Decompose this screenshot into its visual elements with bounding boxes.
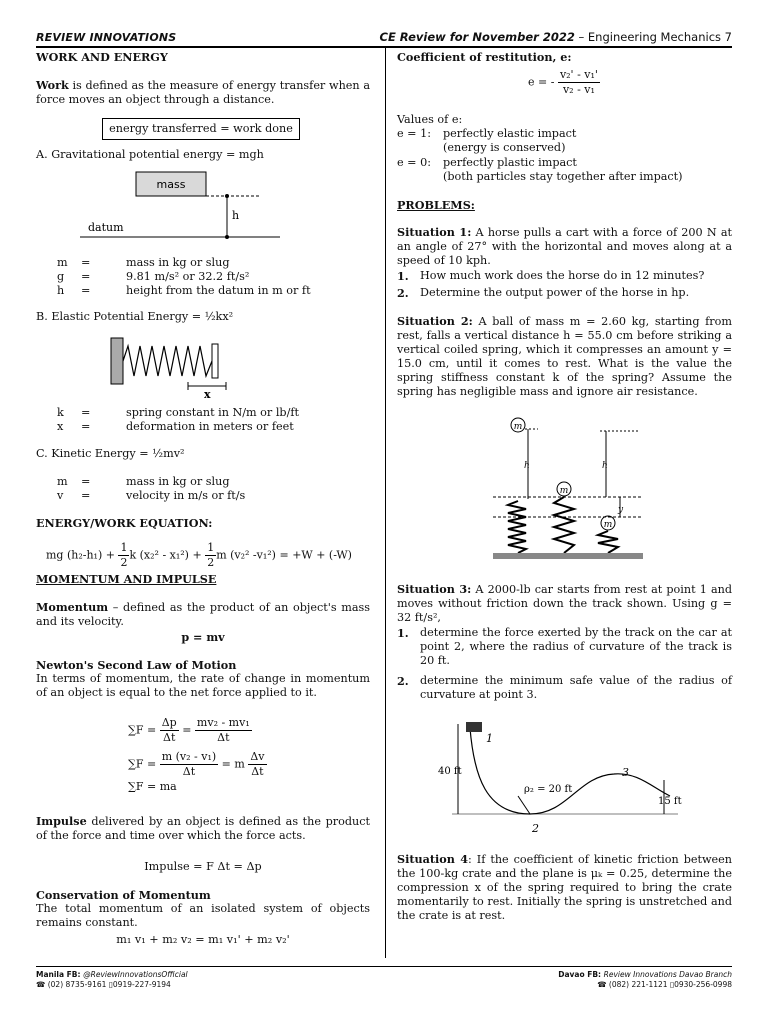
fraction [248, 750, 266, 779]
var-eq: = [81, 270, 91, 283]
e1-sub: (energy is conserved) [443, 141, 566, 154]
half-num: 1 [207, 541, 215, 554]
newton-eq-1: ∑F = $\frac{\Delta p}{\Delta t}$ = $\frac{\text{mv₂ - mv₁}}{\Delta t}$ [128, 716, 250, 744]
ewe-part-a: mg (h₂-h₁) + [46, 548, 119, 562]
spring-diagram [108, 334, 238, 400]
e1-desc: perfectly elastic impact [443, 127, 577, 140]
cor-equation [528, 68, 600, 97]
momentum-term: Momentum [36, 600, 109, 614]
work-energy-heading: WORK AND ENERGY [36, 50, 168, 64]
mass-label: mass [156, 178, 186, 191]
h-label: h [602, 461, 608, 471]
energy-box: energy transferred = work done [102, 118, 300, 140]
e1-label: e = 1: [397, 127, 431, 140]
half-den: 2 [207, 556, 215, 569]
var-desc: height from the datum in m or ft [126, 284, 311, 297]
situation-4-text [397, 852, 732, 923]
epe-heading: B. Elastic Potential Energy = ½kx² [36, 310, 234, 323]
h-label: h [232, 209, 240, 222]
work-term: Work [36, 78, 69, 92]
course-title-bold: CE Review for November 2022 [379, 30, 575, 44]
s1-q2: Determine the output power of the horse in hp. [420, 286, 690, 299]
impulse-definition [36, 814, 370, 843]
page-header [36, 30, 732, 48]
sum-f: ∑F = [128, 757, 157, 771]
var-symbol: x [57, 420, 64, 433]
s3-q2-number: 2. [397, 674, 409, 688]
var-desc: mass in kg or slug [126, 475, 230, 488]
ke-heading: C. Kinetic Energy = ½mv² [36, 447, 185, 460]
var-desc: deformation in meters or feet [126, 420, 294, 433]
manila-fb-label: Manila FB: [36, 970, 84, 979]
ball-label: m [513, 422, 523, 432]
s1-q1-number: 1. [397, 269, 409, 283]
var-eq: = [81, 284, 91, 297]
15ft-label: 15 ft [658, 796, 682, 807]
frac-num: Δv [250, 750, 265, 763]
impulse-equation: Impulse = F Δt = Δp [144, 860, 262, 873]
values-heading: Values of e: [397, 113, 463, 126]
y-label: y [618, 505, 624, 515]
var-symbol: h [57, 284, 65, 297]
footer-davao [558, 970, 732, 990]
davao-contacts: ☎ (082) 221-1121 ▯0930-256-0998 [597, 980, 732, 989]
ball-label: m [559, 486, 569, 496]
s1-q1: How much work does the horse do in 12 minutes? [420, 269, 705, 282]
situation-2-title: Situation 2: [397, 314, 473, 328]
radius-line [518, 796, 530, 814]
spring-wall [111, 338, 123, 384]
e0-desc: perfectly plastic impact [443, 156, 577, 169]
s3-q1: determine the force exerted by the track on the car at point 2, where the radius of curvature of the track is 20 ft. [420, 626, 732, 667]
situation-1-title: Situation 1: [397, 225, 472, 239]
momentum-definition [36, 600, 370, 629]
e0-sub: (both particles stay together after impact) [443, 170, 683, 183]
x-label: x [204, 388, 211, 400]
brand-logo: REVIEW INNOVATIONS [36, 31, 177, 44]
s3-q2: determine the minimum safe value of the radius of curvature at point 3. [420, 674, 732, 701]
var-desc: mass in kg or slug [126, 256, 230, 269]
point-2-label: 2 [532, 822, 539, 835]
var-symbol: k [57, 406, 64, 419]
footer-davao-fb [558, 970, 732, 980]
car-icon [466, 722, 482, 732]
fraction [195, 716, 252, 745]
p-equation: p = mv [181, 630, 225, 644]
eq-m: = m [221, 757, 245, 771]
frac-den: Δt [163, 731, 176, 744]
cor-num: v₂' - v₁' [559, 68, 598, 81]
com-heading: Conservation of Momentum [36, 888, 211, 902]
point-1-label: 1 [486, 732, 493, 745]
var-symbol: m [57, 256, 68, 269]
momentum-impulse-heading: MOMENTUM AND IMPULSE [36, 572, 217, 586]
situation-4-title: Situation 4 [397, 852, 469, 866]
situation-2-text [397, 314, 732, 399]
footer-manila [36, 970, 188, 990]
var-desc: 9.81 m/s² or 32.2 ft/s² [126, 270, 250, 283]
var-eq: = [81, 489, 91, 502]
half-fraction [205, 541, 216, 570]
situation-4-body: : If the coefficient of kinetic friction between the 100-kg crate and the plane is μₖ = 0.25, determine the compression x of the spring required to bring the crate momentarily to rest. Initially the spring is unstretched and the crate is at rest. [397, 853, 732, 922]
h-label: h [524, 461, 530, 471]
davao-fb-label: Davao FB: [558, 970, 604, 979]
com-definition: The total momentum of an isolated system of objects remains constant. [36, 902, 370, 929]
frac-num: mv₂ - mv₁ [196, 716, 250, 729]
situation-2-diagram [488, 413, 648, 565]
sum-f: ∑F = [128, 723, 157, 737]
manila-fb-link[interactable]: @ReviewInnovationsOfficial [83, 970, 188, 979]
newton-eq-2 [128, 750, 267, 779]
datum-label: datum [88, 221, 124, 234]
ewe-heading: ENERGY/WORK EQUATION: [36, 516, 213, 530]
situation-3-title: Situation 3: [397, 582, 472, 596]
problems-heading: PROBLEMS: [397, 198, 475, 212]
work-definition [36, 78, 370, 107]
cor-heading: Coefficient of restitution, e: [397, 50, 572, 64]
track-curve [470, 728, 670, 814]
situation-3-text [397, 582, 732, 625]
frac-den: Δt [182, 765, 196, 778]
situation-2-body: A ball of mass m = 2.60 kg, starting from rest, falls a vertical distance h = 55.0 cm before striking a vertical coiled spring, which it compresses an amount y = 15.0 cm, until it comes to rest. What is the value the spring stiffness constant k of the spring? Assume the spring has negligible mass and ignore air resistance. [397, 315, 733, 398]
davao-fb-link[interactable]: Review Innovations Davao Branch [603, 970, 732, 979]
situation-1-text [397, 225, 732, 268]
ewe-part-b: k (x₂² - x₁²) + [129, 548, 206, 562]
point-3-label: 3 [622, 766, 629, 779]
footer-manila-fb [36, 970, 188, 980]
e0-label: e = 0: [397, 156, 431, 169]
half-fraction [118, 541, 129, 570]
ewe-part-c: m (v₂² -v₁²) = +W + (-W) [216, 548, 352, 562]
frac-den: Δt [251, 765, 264, 778]
fraction [160, 716, 179, 745]
newton-eq-3: ∑F = ma [128, 780, 177, 793]
var-eq: = [81, 420, 91, 433]
var-desc: velocity in m/s or ft/s [126, 489, 246, 502]
situation-3-track-diagram [438, 716, 688, 838]
spring-1 [508, 501, 526, 553]
manila-contacts: ☎ (02) 8735-9161 ▯0919-227-9194 [36, 980, 171, 989]
frac-num: m (v₂ - v₁) [161, 750, 217, 763]
ground [493, 553, 643, 559]
com-equation: m₁ v₁ + m₂ v₂ = m₁ v₁' + m₂ v₂' [116, 933, 290, 946]
half-den: 2 [120, 556, 128, 569]
gpe-heading: A. Gravitational potential energy = mgh [36, 148, 264, 161]
page-footer [36, 966, 732, 989]
situation-3-body: A 2000-lb car starts from rest at point 1 and moves without friction down the track shown. Using g = 32 ft/s², [397, 583, 732, 624]
spring-end [212, 344, 218, 378]
spring-coil [123, 346, 212, 376]
cor-den: v₂ - v₁ [562, 83, 595, 96]
frac-num: Δp [161, 716, 177, 729]
work-def-text: is defined as the measure of energy transfer when a force moves an object through a distance. [36, 79, 370, 106]
newton-definition: In terms of momentum, the rate of change in momentum of an object is equal to the net force applied to it. [36, 672, 370, 699]
var-symbol: v [57, 489, 64, 502]
40ft-label: 40 ft [438, 766, 462, 777]
fraction [160, 750, 218, 779]
rho-label: ρ₂ = 20 ft [524, 784, 573, 795]
energy-work-equation [46, 541, 352, 570]
momentum-def-text: – defined as the product of an object's mass and its velocity. [36, 601, 370, 628]
gpe-diagram [80, 168, 290, 242]
var-desc: spring constant in N/m or lb/ft [126, 406, 299, 419]
var-eq: = [81, 406, 91, 419]
impulse-term: Impulse [36, 814, 87, 828]
situation-1-body: A horse pulls a cart with a force of 200 N at an angle of 27° with the horizontal and moves along at a speed of 10 kph. [397, 226, 733, 267]
var-eq: = [81, 475, 91, 488]
ball-label: m [603, 520, 613, 530]
column-divider [385, 48, 386, 958]
s3-q1-number: 1. [397, 626, 409, 640]
impulse-def-text: delivered by an object is defined as the product of the force and time over which the force acts. [36, 815, 370, 842]
var-symbol: m [57, 475, 68, 488]
spring-2 [554, 497, 574, 553]
course-title-rest: – Engineering Mechanics 7 [574, 30, 732, 44]
spring-3 [598, 531, 618, 553]
var-symbol: g [57, 270, 65, 283]
newton-heading: Newton's Second Law of Motion [36, 658, 237, 672]
cor-lhs: e = - [528, 75, 555, 89]
var-eq: = [81, 256, 91, 269]
course-title [380, 30, 733, 44]
cor-fraction [558, 68, 600, 97]
frac-den: Δt [217, 731, 230, 744]
half-num: 1 [120, 541, 128, 554]
s1-q2-number: 2. [397, 286, 409, 300]
